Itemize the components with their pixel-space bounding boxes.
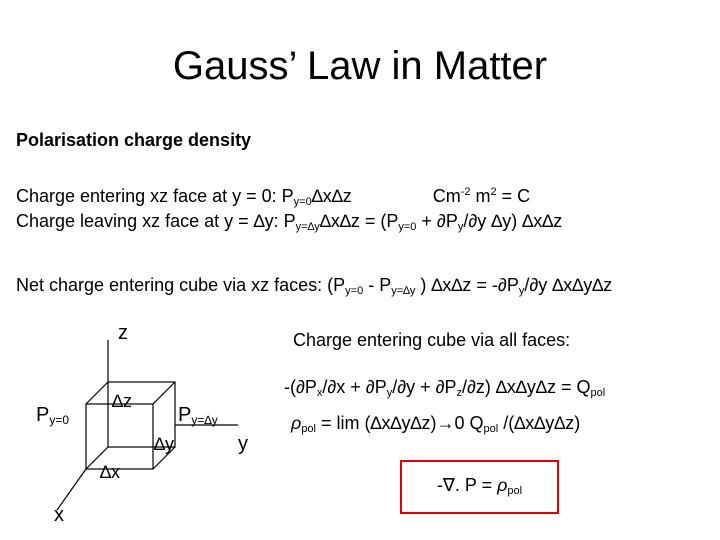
p-dy-label: $P_{y=\Delta y}$	[178, 404, 218, 427]
cube-edge	[153, 382, 175, 404]
rho-pol-definition: $\rho_{pol} = \lim (\Delta x\Delta y\Delta z)\to 0$ $Q_{pol}$ /(∆x∆y∆z)	[291, 413, 581, 435]
dy-label: ∆y	[154, 434, 175, 454]
slide-title: Gauss’ Law in Matter	[172, 44, 548, 88]
all-faces-heading: Charge entering cube via all faces:	[293, 330, 571, 350]
dz-label: ∆z	[112, 391, 133, 411]
cube-edge	[86, 382, 108, 404]
p-y0-label: $P_{y=0}$	[36, 404, 70, 427]
x-axis-label: x	[54, 504, 64, 526]
section-heading: Polarisation charge density	[16, 130, 252, 150]
charge-entering-line: Charge entering xz face at y = 0: $P_{y=0}\Delta x\Delta z$ $Cm^{-2}$ $m^2 = C$	[16, 186, 531, 208]
net-charge-line: Net charge entering cube via xz faces: ($P_{y=0} - P_{y=\Delta y}$ ) $\Delta x\Delta z = -\partial P_y/\partial y$ ∆x∆y∆z	[16, 275, 613, 297]
charge-leaving-line: Charge leaving xz face at y = ∆y: $P_{y=\Delta y}\Delta x\Delta z = (P_{y=0} + \partial P_y/\partial y$ ∆y) ∆x∆z	[16, 211, 563, 233]
y-axis-label: y	[238, 433, 248, 455]
divergence-equation: $-(\partial P_x/\partial x + \partial P_y/\partial y + \partial P_z/\partial z) \Delta x\Delta y\Delta z = Q_{pol}$	[284, 377, 606, 399]
result-equation: -∇. $P = \rho_{pol}$	[436, 475, 523, 497]
dx-label: ∆x	[100, 462, 121, 482]
z-axis-label: z	[118, 322, 128, 344]
